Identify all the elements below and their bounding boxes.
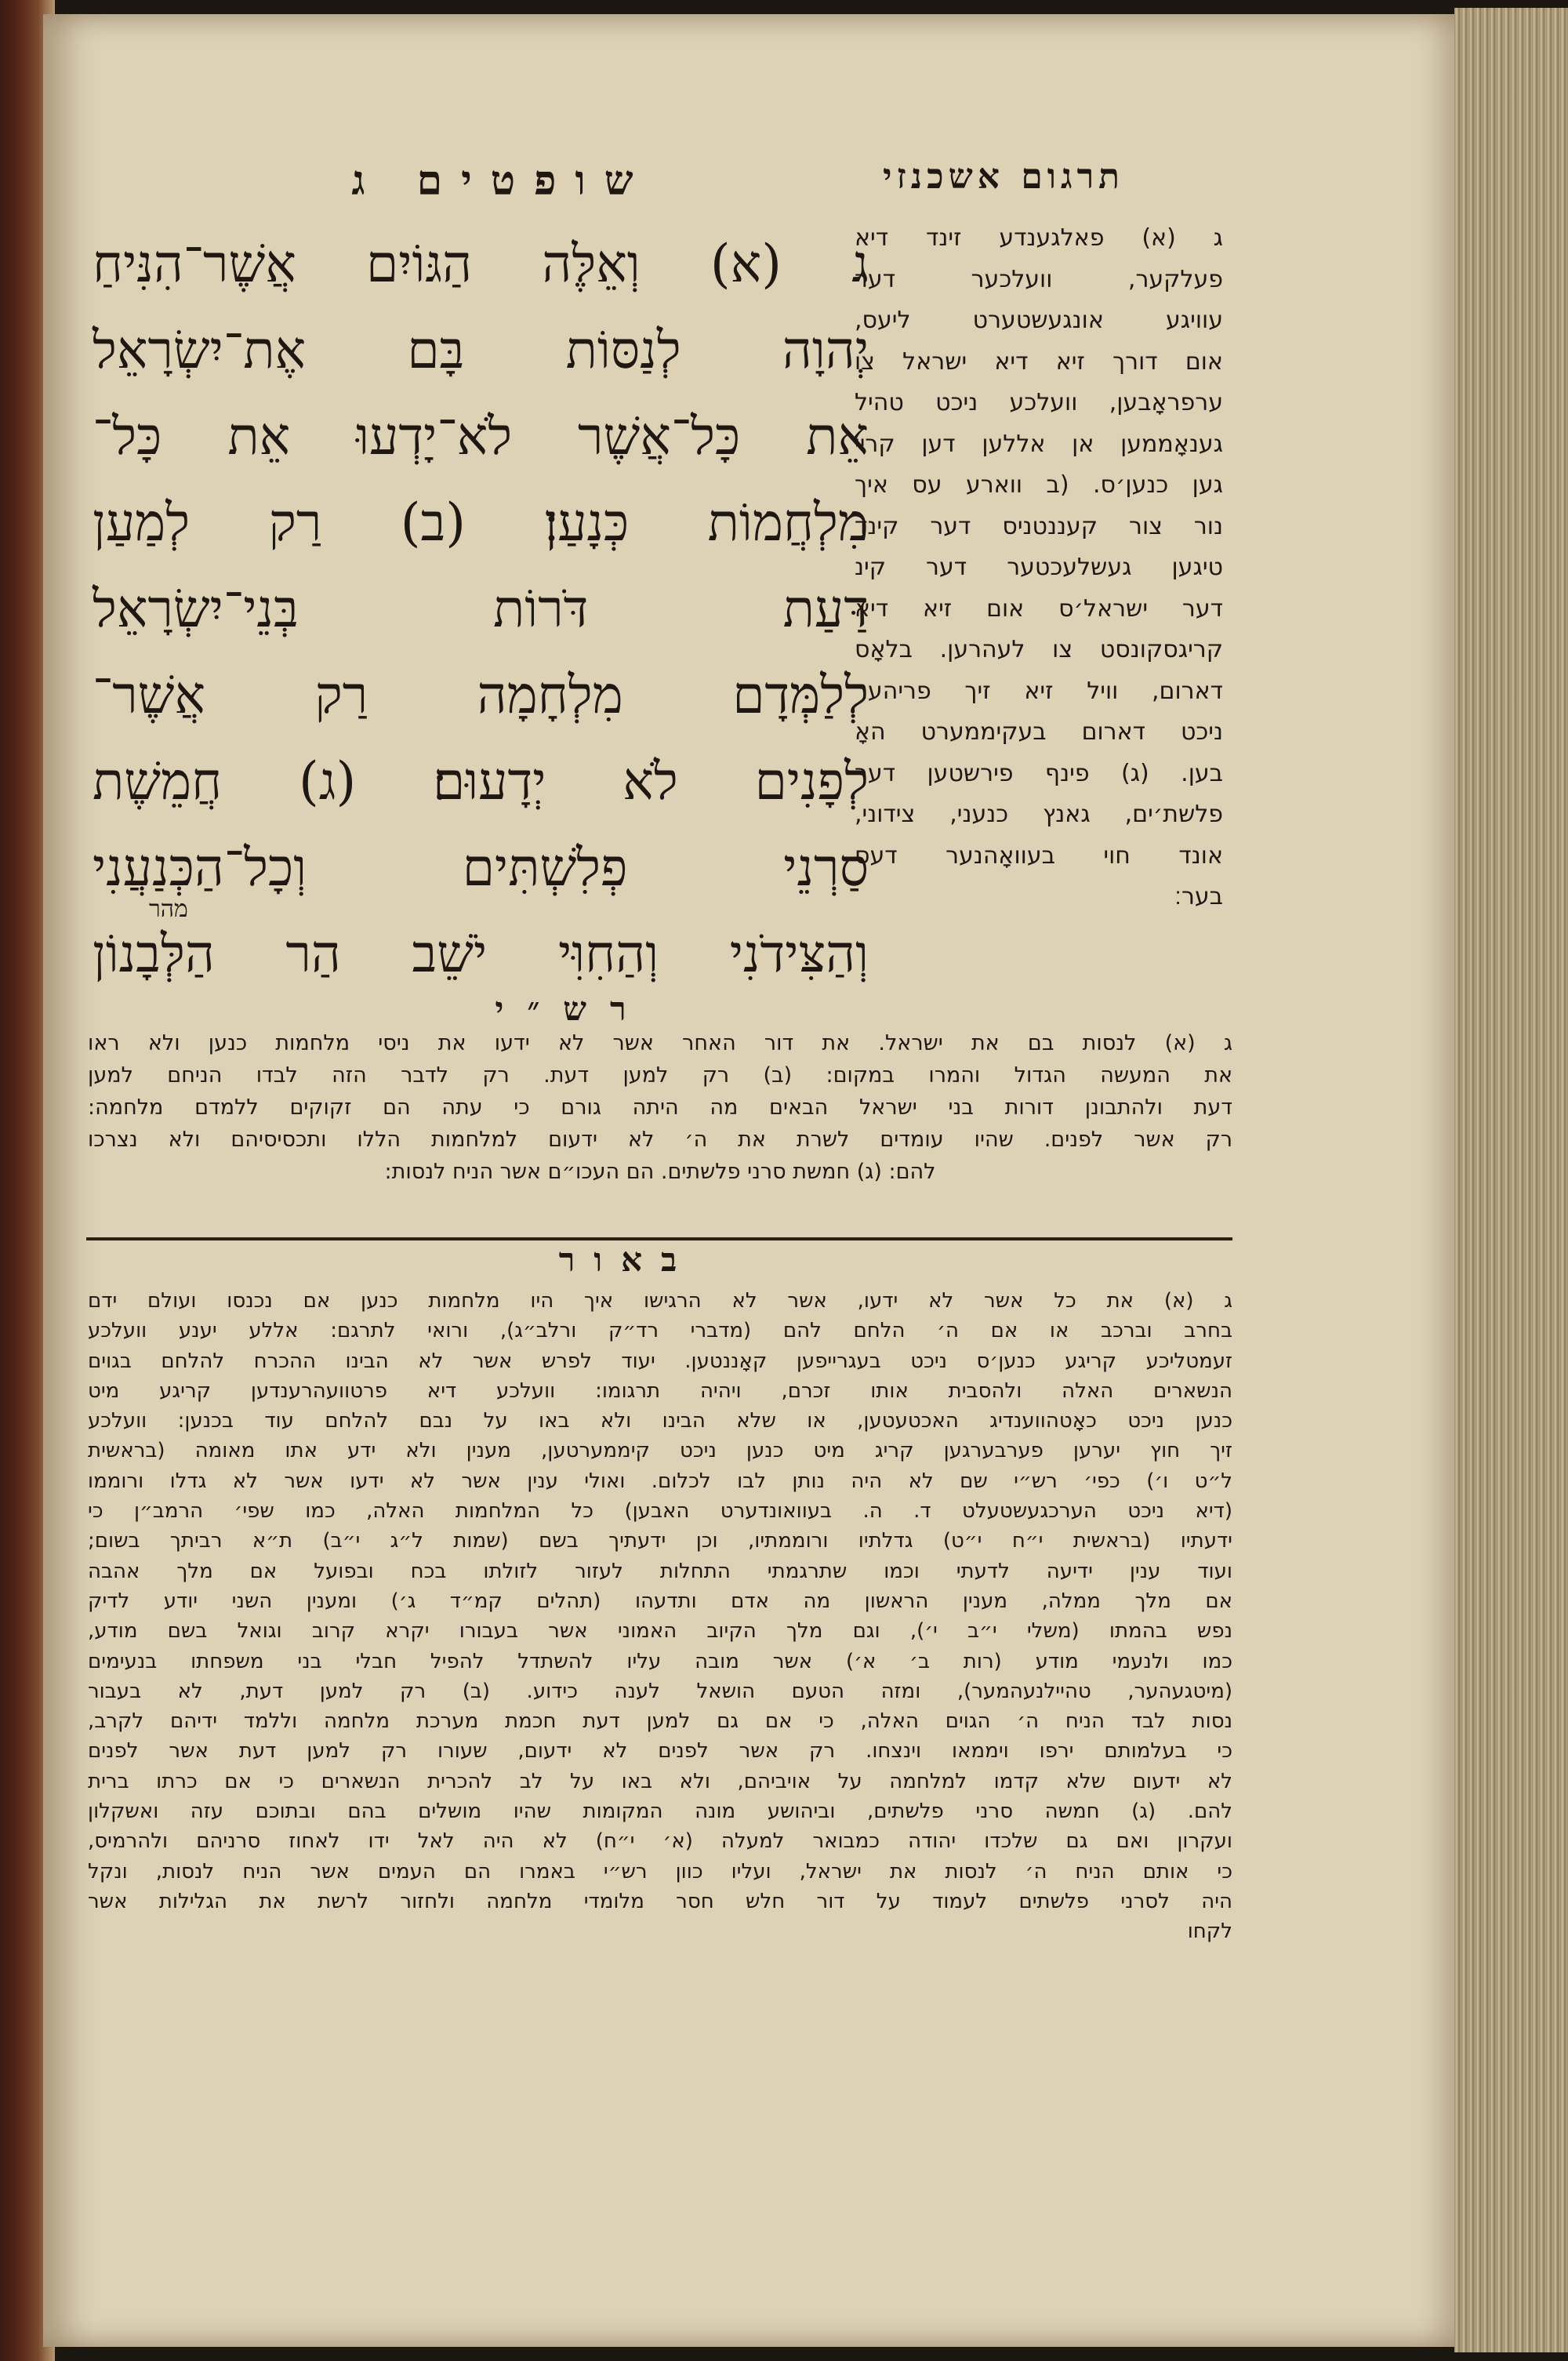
catchword: מהר [149,895,188,923]
beur-line: ועקרון ואם גם שלכדו יהודה כמבואר למעלה (א׳ י״ח) לא היה לאל ידו לאחוז סרניהם ולהרמיס, [88,1829,1232,1854]
rashi-line: ג (א) לנסות בם את ישראל. את דור האחר אשר לא ידעו את ניסי מלחמות כנען ולא ראו [88,1031,1232,1055]
beur-line: (מיטגעהער, טהיילנעהמער), ומזה הטעם הושאל לענה כידוע. (ב) רק למען דעת, לא בעבור [88,1679,1232,1703]
beur-line: כמו ולנעמי מודע (רות ב׳ א׳) אשר מובה עליו להשתדל להפיל חבלי בני משפחתו בנעימים [88,1649,1232,1673]
beur-line: ידעתיו (בראשית י״ח י״ט) גדלתיו ורוממתיו, וכן ידעתיך בשם (שמות ל״ג י״ב) ת״א רביתך בשום; [88,1529,1232,1553]
targum-line: נור צור קעננטניס דער קינד [855,512,1223,540]
beur-line: זיך חוץ יערען פערבערגען קריג מיט כנען ניכט קיממערטען, מענין ולא ידע אתו מאומה (בראשית [88,1439,1232,1463]
targum-line: ניכט דארום בעקיממערט האָ [855,718,1223,746]
rashi-line: את המעשה הגדול והמרו במקום: (ב) רק למען דעת. רק לדבר הזה לבדו הניחם למען [88,1063,1232,1088]
rashi-commentary [88,1027,1232,1188]
main-text-line: דַּעַת דֹּרוֹת בְּנֵי־יִשְׂרָאֵל [93,579,869,639]
targum-line: דארום, וויל זיא זיך פריהער [855,677,1223,705]
beur-line: (דיא ניכט הערכגעשטעלט ד. ה. בעוואונדערט האבען) כל המלחמות האלה, כמו שפי׳ הרמב״ן כי [88,1499,1232,1524]
targum-line: אום דורך זיא דיא ישראל צו [855,347,1223,376]
beur-commentary [88,1286,1232,1947]
targum-line: גען כנען׳ס. (ב ווארע עס איך [855,471,1223,499]
rashi-title: רש״י [495,990,650,1028]
beur-title: באור [558,1240,696,1279]
targum-line: פעלקער, וועלכער דער [855,265,1223,293]
targum-line: עוויגע אונגעשטערט ליעס, [855,307,1223,334]
page-edges [1454,8,1568,2352]
beur-line: כי אותם הניח ה׳ לנסות את ישראל, ועליו כוון רש״י באמרו הם העמים אשר הניח לנסות, ונקל [88,1859,1232,1883]
beur-line: כי בעלמותם ירפו ויממאו וינצחו. רק אשר לפנים לא ידעום, שעורו רק למען דעת אשר לפנים [88,1739,1232,1763]
targum-line: אונד חוי בעוואָהנער דעס [855,841,1223,870]
targum-line: ג (א) פאלגענדע זינד דיא [855,224,1223,252]
beur-line: ועוד ענין ידיעה לדעתי וכמו שתרגמתי התחלות לעזור לזולתו בכח ובפועל אם מלך אהבה [88,1559,1232,1583]
beur-line: בחרב וברכב או אם ה׳ הלחם להם (מדברי רד״ק ורלב״ג), ורואי לתרגם: אללע יענע וועלכע [88,1319,1232,1343]
beur-line: להם. (ג) חמשה סרני פלשתים, וביהושע מונה המקומות שהיו מושלים בהם ובתוכם עזה ואשקלון [88,1800,1232,1824]
beur-line: נפש בהמתו (משלי י״ב י׳), וגם מלך הקיוב האמוני אשר בעבורו יקרא קרוב וגואל בשם מודע, [88,1619,1232,1644]
beur-line: ל״ט ו׳) כפי׳ רש״י שם לא היה נותן לבו לכלום. ואולי ענין אשר לא ידעו אשר לא גדלו ורוממו [88,1469,1232,1493]
main-text-line: ג (א) וְאֵלֶּה הַגּוֹיִם אֲשֶׁר־הִנִּיחַ [93,234,869,294]
beur-line: לא ידעום שלא קדמו למלחמה על אויביהם, ולא באו על לב להכרית הנשארים כי אם כרתו ברית [88,1769,1232,1793]
targum-line: ערפראָבען, וועלכע ניכט טהיל [855,389,1223,416]
beur-line: לקחו [1187,1920,1232,1944]
beur-line: ג (א) את כל אשר לא ידעו, אשר לא הרגישו איך היו מלחמות כנען אם נכנסו ועולם ידם [88,1289,1232,1313]
beur-line: הנשארים האלה ולהסבית אותו זכרם, ויהיה תרגומו: וועלכע דיא פרטוועהרענדען קריגע מיט [88,1378,1232,1403]
main-text-line: יְהוָה לְנַסּוֹת בָּם אֶת־יִשְׂרָאֵל [93,320,869,380]
beur-line: כנען ניכט כאָטהווענדיג האכטעטען, או שלא הבינו ולא באו על נבם להלחם עוד בכנען: וועלכע [88,1409,1232,1433]
targum-line: דער ישראל׳ס אום זיא דיא [855,594,1223,623]
main-text-line: לְלַמְּדָם מִלְחָמָה רַק אֲשֶׁר־ [93,665,869,725]
targum-column [855,218,1223,918]
beur-line: אם מלך ממלה, מענין הראשון מה אדם ותדעהו (תהלים קמ״ד ג׳) ומענין השני יודע לדיק [88,1589,1232,1613]
rashi-line: להם: (ג) חמשת סרני פלשתים. הם העכו״ם אשר הניח לנסות: [384,1160,936,1184]
beur-line: היה לסרני פלשתים לעמוד על דור חלש חסר מלומדי מלחמה ולחזור לרשת את הגלילות אשר [88,1889,1232,1913]
targum-line: גענאָממען אן אללען דען קריי [855,430,1223,458]
targum-title: תרגום אשכנזי [882,157,1125,197]
beur-line: נסות לבד הניח ה׳ הגוים האלה, כי אם גם למען דעת חכמת מערכת מלחמה וללמד ידיהם לקרב, [88,1709,1232,1734]
book-title: שופטים ג [351,157,652,205]
targum-line: פלשת׳ים, גאנץ כנעני, צידוני, [855,801,1223,828]
beur-line: זעמטליכע קריגע כנען׳ס ניכט בעגרייפען קאָננטען. יעוד לפרש אשר לא הבינו ההכרח להלחם בגוים [88,1349,1232,1373]
main-text-line: אֵת כָּל־אֲשֶׁר לֹא־יָדְעוּ אֵת כָּל־ [93,406,869,467]
rashi-line: דעת ולהתבונן דורות בני ישראל הבאים מה היתה גורם כי עתה הם זקוקים ללמדם מלחמה: [88,1095,1232,1120]
main-text-line: לְפָנִים לֹא יְדָעוּם׃ (ג) חֲמֵשֶׁת [93,751,869,812]
targum-line: בער׃ [1174,883,1223,910]
main-text-line: מִלְחֲמוֹת כְּנָעַן׃ (ב) רַק לְמַעַן [93,492,869,553]
rashi-line: רק אשר לפנים. שהיו עומדים לשרת את ה׳ לא ידעום למלחמות הללו ותכסיסיהם ולא נצרכו [88,1128,1232,1152]
targum-line: בען. (ג) פינף פירשטען דער [855,759,1223,787]
targum-line: קריגסקונסט צו לעהרען. בלאָס [855,636,1223,663]
main-hebrew-text [93,221,869,997]
main-text-line: סַרְנֵי פְלִשְׁתִּים וְכָל־הַכְּנַעֲנִי [93,837,869,898]
main-text-line: וְהַצִּידֹנִי וְהַחִוִּי יֹשֵׁב הַר הַלְּבָנוֹן [93,924,869,984]
targum-line: טיגען געשלעכטער דער קינ [855,554,1223,581]
